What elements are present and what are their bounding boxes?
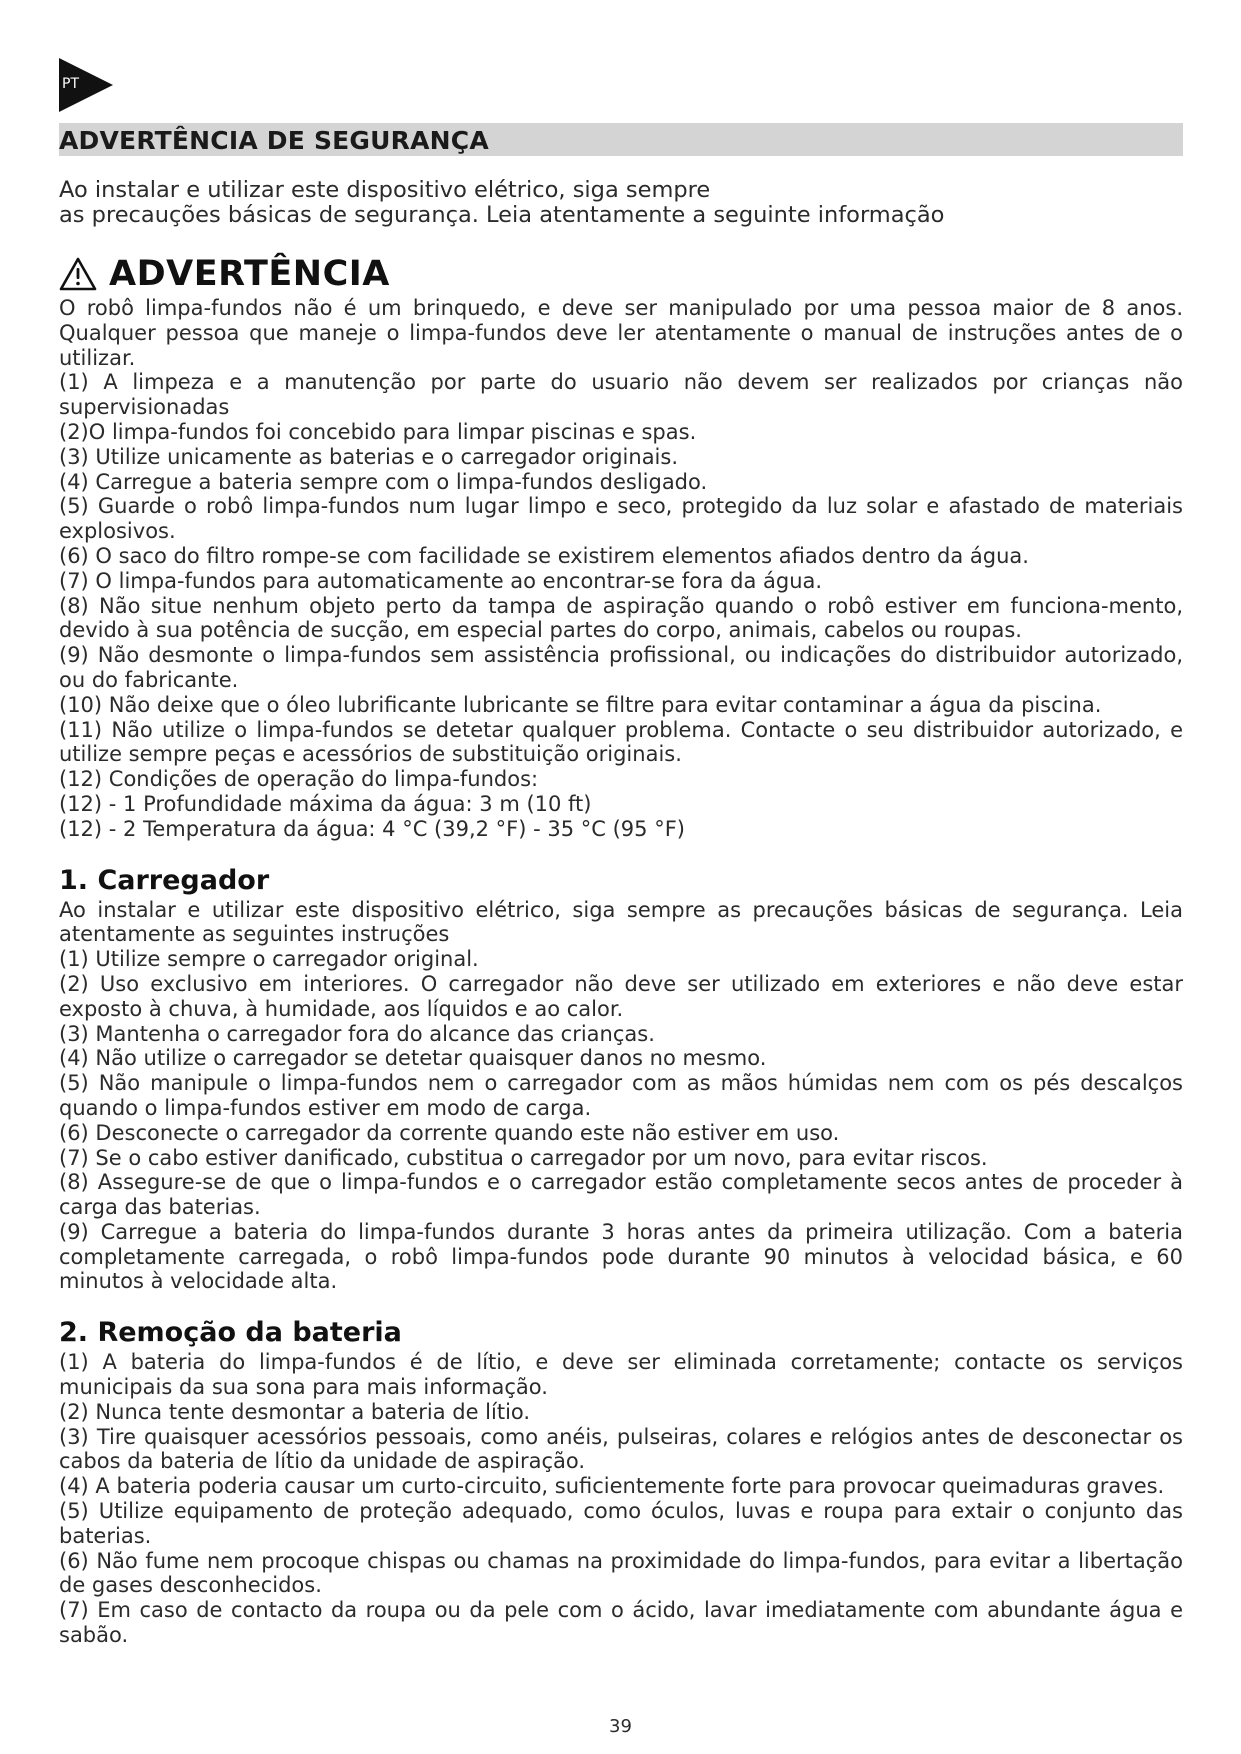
list-item: O robô limpa-fundos não é um brinquedo, e deve ser manipulado por uma pessoa maior de 8 anos. Qualquer pessoa que maneje o limpa-fundos deve ler atentamente o manual de instruções antes de o utilizar. xyxy=(59,296,1183,370)
list-item: (6) Desconecte o carregador da corrente quando este não estiver em uso. xyxy=(59,1120,840,1145)
list-item: (12) Condições de operação do limpa-fundos: xyxy=(59,767,539,792)
list-item: (4) Não utilize o carregador se detetar quaisquer danos no mesmo. xyxy=(59,1046,767,1071)
section-heading-charger: 1. Carregador xyxy=(59,864,270,896)
list-item: (9) Não desmonte o limpa-fundos sem assistência profissional, ou indicações do distribuidor autorizado, ou do fabricante. xyxy=(59,643,1183,692)
intro-line: Ao instalar e utilizar este dispositivo elétrico, siga sempre xyxy=(59,177,711,203)
battery-removal-list xyxy=(59,1350,1183,1648)
list-item: (3) Utilize unicamente as baterias e o carregador originais. xyxy=(59,444,679,469)
list-item: (5) Guarde o robô limpa-fundos num lugar limpo e seco, protegido da luz solar e afastado de materiais explosivos. xyxy=(59,494,1183,544)
charger-list xyxy=(59,898,1183,1295)
list-item: (2) Nunca tente desmontar a bateria de lítio. xyxy=(59,1399,531,1424)
list-item: (8) Assegure-se de que o limpa-fundos e o carregador estão completamente secos antes de proceder à carga das baterias. xyxy=(59,1170,1183,1220)
list-item: (7) Se o cabo estiver danificado, cubstitua o carregador por um novo, para evitar riscos. xyxy=(59,1145,988,1170)
list-item: (2)O limpa-fundos foi concebido para limpar piscinas e spas. xyxy=(59,419,697,444)
list-item: (1) A limpeza e a manutenção por parte do usuario não devem ser realizados por crianças não supervisionadas xyxy=(59,370,1183,420)
list-item: (8) Não situe nenhum objeto perto da tampa de aspiração quando o robô estiver em funciona-mento, devido à sua potência de sucção, em especial partes do corpo, animais, cabelos ou roupas. xyxy=(59,593,1183,643)
list-item: (4) A bateria poderia causar um curto-circuito, suficientemente forte para provocar queimaduras graves. xyxy=(59,1474,1165,1499)
page-title: ADVERTÊNCIA DE SEGURANÇA xyxy=(59,126,489,155)
warning-title: ADVERTÊNCIA xyxy=(109,253,390,294)
section-heading-battery-removal: 2. Remoção da bateria xyxy=(59,1317,402,1349)
warning-triangle-icon xyxy=(59,256,97,292)
list-item: (6) Não fume nem procoque chispas ou chamas na proximidade do limpa-fundos, para evitar a libertação de gases desconhecidos. xyxy=(59,1548,1183,1598)
intro-paragraph xyxy=(59,178,1183,228)
document-body xyxy=(59,178,1183,1648)
list-item: (6) O saco do filtro rompe-se com facilidade se existirem elementos afiados dentro da água. xyxy=(59,543,1029,568)
language-code: PT xyxy=(62,76,79,92)
list-item: (11) Não utilize o limpa-fundos se detetar qualquer problema. Contacte o seu distribuidor autorizado, e utilize sempre peças e acessórios de substituição originais. xyxy=(59,717,1183,767)
list-item: (3) Tire quaisquer acessórios pessoais, como anéis, pulseiras, colares e relógios antes de desconectar os cabos da bateria de lítio da unidade de aspiração. xyxy=(59,1424,1183,1474)
section-title-bar xyxy=(59,123,1183,156)
warning-list xyxy=(59,296,1183,842)
list-item: (9) Carregue a bateria do limpa-fundos durante 3 horas antes da primeira utilização. Com a bateria completamente carregada, o robô limpa-fundos pode durante 90 minutos à velocidad básica, e 60 minutos à velocidade alta. xyxy=(59,1219,1183,1294)
list-item: (1) Utilize sempre o carregador original. xyxy=(59,947,479,972)
list-item: (5) Não manipule o limpa-fundos nem o carregador com as mãos húmidas nem com os pés descalços quando o limpa-fundos estiver em modo de carga. xyxy=(59,1071,1183,1120)
page-number: 39 xyxy=(609,1716,632,1737)
list-item: (12) - 1 Profundidade máxima da água: 3 m (10 ft) xyxy=(59,791,592,816)
warning-heading xyxy=(59,251,1183,296)
list-item: (10) Não deixe que o óleo lubrificante lubricante se filtre para evitar contaminar a água da piscina. xyxy=(59,692,1102,717)
list-item: (4) Carregue a bateria sempre com o limpa-fundos desligado. xyxy=(59,469,708,494)
list-item: (3) Mantenha o carregador fora do alcance das crianças. xyxy=(59,1021,655,1046)
list-item: (7) Em caso de contacto da roupa ou da pele com o ácido, lavar imediatamente com abundante água e sabão. xyxy=(59,1598,1183,1648)
list-item: Ao instalar e utilizar este dispositivo elétrico, siga sempre as precauções básicas de segurança. Leia atentamente as seguintes instruções xyxy=(59,897,1183,947)
list-item: (5) Utilize equipamento de proteção adequado, como óculos, luvas e roupa para extair o conjunto das baterias. xyxy=(59,1499,1183,1548)
intro-line: as precauções básicas de segurança. Leia atentamente a seguinte informação xyxy=(59,202,945,228)
list-item: (2) Uso exclusivo em interiores. O carregador não deve ser utilizado em exteriores e não deve estar exposto à chuva, à humidade, aos líquidos e ao calor. xyxy=(59,971,1183,1021)
list-item: (7) O limpa-fundos para automaticamente ao encontrar-se fora da água. xyxy=(59,568,823,593)
list-item: (1) A bateria do limpa-fundos é de lítio, e deve ser eliminada corretamente; contacte os serviços municipais da sua sona para mais informação. xyxy=(59,1350,1183,1400)
list-item: (12) - 2 Temperatura da água: 4 °C (39,2 °F) - 35 °C (95 °F) xyxy=(59,816,685,841)
